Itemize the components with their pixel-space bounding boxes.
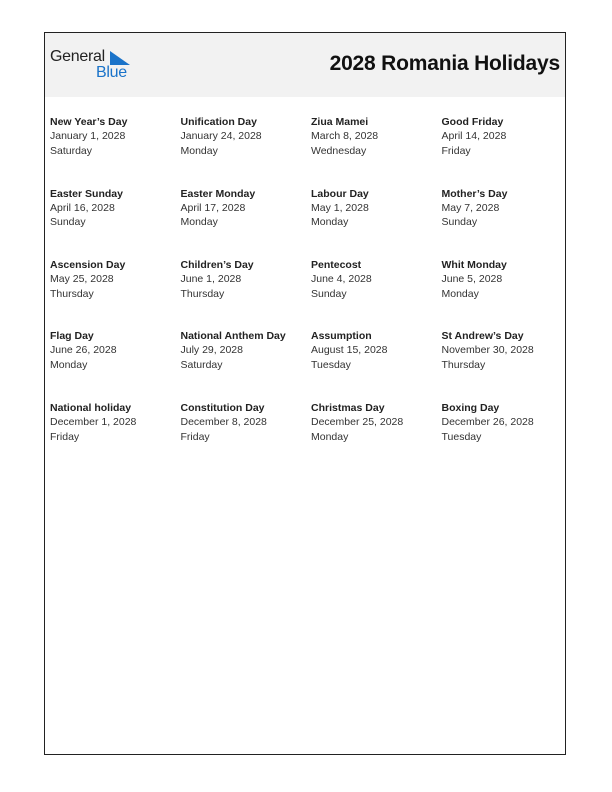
logo-text-general: General xyxy=(50,48,105,65)
holiday-name: Christmas Day xyxy=(311,402,385,414)
holiday-name: Easter Sunday xyxy=(50,187,123,200)
holiday-name: St Andrew’s Day xyxy=(441,330,524,342)
holiday-date: May 25, 2028 xyxy=(50,273,114,286)
holiday-item xyxy=(181,329,309,379)
holiday-name: National Anthem Day xyxy=(180,330,286,342)
generalblue-logo xyxy=(50,48,140,84)
holiday-weekday: Tuesday xyxy=(311,358,351,371)
holiday-weekday: Monday xyxy=(311,216,349,229)
holiday-item xyxy=(50,329,178,379)
holiday-item xyxy=(442,401,570,451)
holiday-date: July 29, 2028 xyxy=(180,344,243,357)
holiday-item xyxy=(50,401,178,451)
holiday-date: June 26, 2028 xyxy=(50,344,117,357)
holiday-date: December 26, 2028 xyxy=(441,416,534,429)
holiday-item xyxy=(311,258,439,308)
holiday-item xyxy=(181,115,309,165)
holiday-item xyxy=(181,401,309,451)
holiday-weekday: Monday xyxy=(311,430,349,443)
holiday-date: August 15, 2028 xyxy=(311,344,388,357)
holiday-item xyxy=(311,115,439,165)
holiday-weekday: Thursday xyxy=(50,287,94,300)
page-header xyxy=(45,33,565,97)
holiday-name: New Year’s Day xyxy=(50,116,128,128)
holiday-item xyxy=(442,258,570,308)
holiday-item xyxy=(311,329,439,379)
holiday-weekday: Friday xyxy=(441,144,471,157)
holiday-date: March 8, 2028 xyxy=(311,130,379,143)
calendar-page xyxy=(44,32,566,755)
holiday-name: Children’s Day xyxy=(180,259,254,271)
holiday-date: December 25, 2028 xyxy=(311,416,404,429)
holiday-weekday: Monday xyxy=(50,358,88,371)
holiday-item xyxy=(50,258,178,308)
holiday-weekday: Saturday xyxy=(50,144,93,157)
holiday-item xyxy=(181,258,309,308)
holiday-name: Good Friday xyxy=(441,116,504,128)
holiday-item xyxy=(442,329,570,379)
holiday-name: Easter Monday xyxy=(180,187,256,200)
holiday-date: December 8, 2028 xyxy=(180,416,267,429)
holiday-item xyxy=(50,115,178,165)
holiday-date: June 1, 2028 xyxy=(180,273,242,286)
holiday-name: Flag Day xyxy=(50,330,94,342)
holiday-weekday: Sunday xyxy=(311,287,347,300)
holiday-name: Assumption xyxy=(311,330,372,342)
holiday-weekday: Monday xyxy=(441,287,479,300)
holiday-date: December 1, 2028 xyxy=(50,416,137,429)
holiday-weekday: Friday xyxy=(50,430,80,443)
holiday-weekday: Monday xyxy=(180,216,218,229)
holiday-name: Labour Day xyxy=(311,187,369,200)
holiday-weekday: Saturday xyxy=(180,358,223,371)
holiday-item xyxy=(181,187,309,237)
holiday-weekday: Sunday xyxy=(50,216,86,229)
holiday-date: May 1, 2028 xyxy=(311,201,369,214)
holiday-item xyxy=(311,187,439,237)
holiday-name: Ascension Day xyxy=(50,259,126,271)
holiday-date: April 14, 2028 xyxy=(441,130,507,143)
holiday-name: Unification Day xyxy=(180,116,257,128)
holiday-weekday: Tuesday xyxy=(441,430,482,443)
holiday-item xyxy=(442,187,570,237)
page-title: 2028 Romania Holidays xyxy=(329,52,560,75)
holiday-weekday: Friday xyxy=(180,430,210,443)
holiday-name: National holiday xyxy=(50,402,132,414)
holiday-item xyxy=(50,187,178,237)
holiday-weekday: Thursday xyxy=(180,287,225,300)
holiday-weekday: Monday xyxy=(180,144,218,157)
holiday-date: June 5, 2028 xyxy=(441,273,503,286)
holiday-date: January 1, 2028 xyxy=(50,130,126,143)
holiday-name: Constitution Day xyxy=(180,402,265,414)
holiday-weekday: Wednesday xyxy=(311,144,367,157)
holiday-date: May 7, 2028 xyxy=(441,201,500,214)
holiday-date: April 16, 2028 xyxy=(50,201,115,214)
holiday-name: Whit Monday xyxy=(441,259,507,271)
holiday-item xyxy=(311,401,439,451)
logo-text-blue: Blue xyxy=(96,64,127,81)
holiday-date: April 17, 2028 xyxy=(180,201,246,214)
holiday-date: January 24, 2028 xyxy=(180,130,262,143)
holiday-item xyxy=(442,115,570,165)
holiday-weekday: Sunday xyxy=(441,216,478,229)
holiday-weekday: Thursday xyxy=(441,358,486,371)
holiday-date: November 30, 2028 xyxy=(441,344,534,357)
holiday-name: Mother’s Day xyxy=(441,187,508,200)
logo-triangle-icon xyxy=(110,51,130,65)
holiday-name: Pentecost xyxy=(311,259,362,271)
holiday-name: Boxing Day xyxy=(441,402,500,414)
holiday-name: Ziua Mamei xyxy=(311,116,369,128)
holiday-date: June 4, 2028 xyxy=(311,273,372,286)
